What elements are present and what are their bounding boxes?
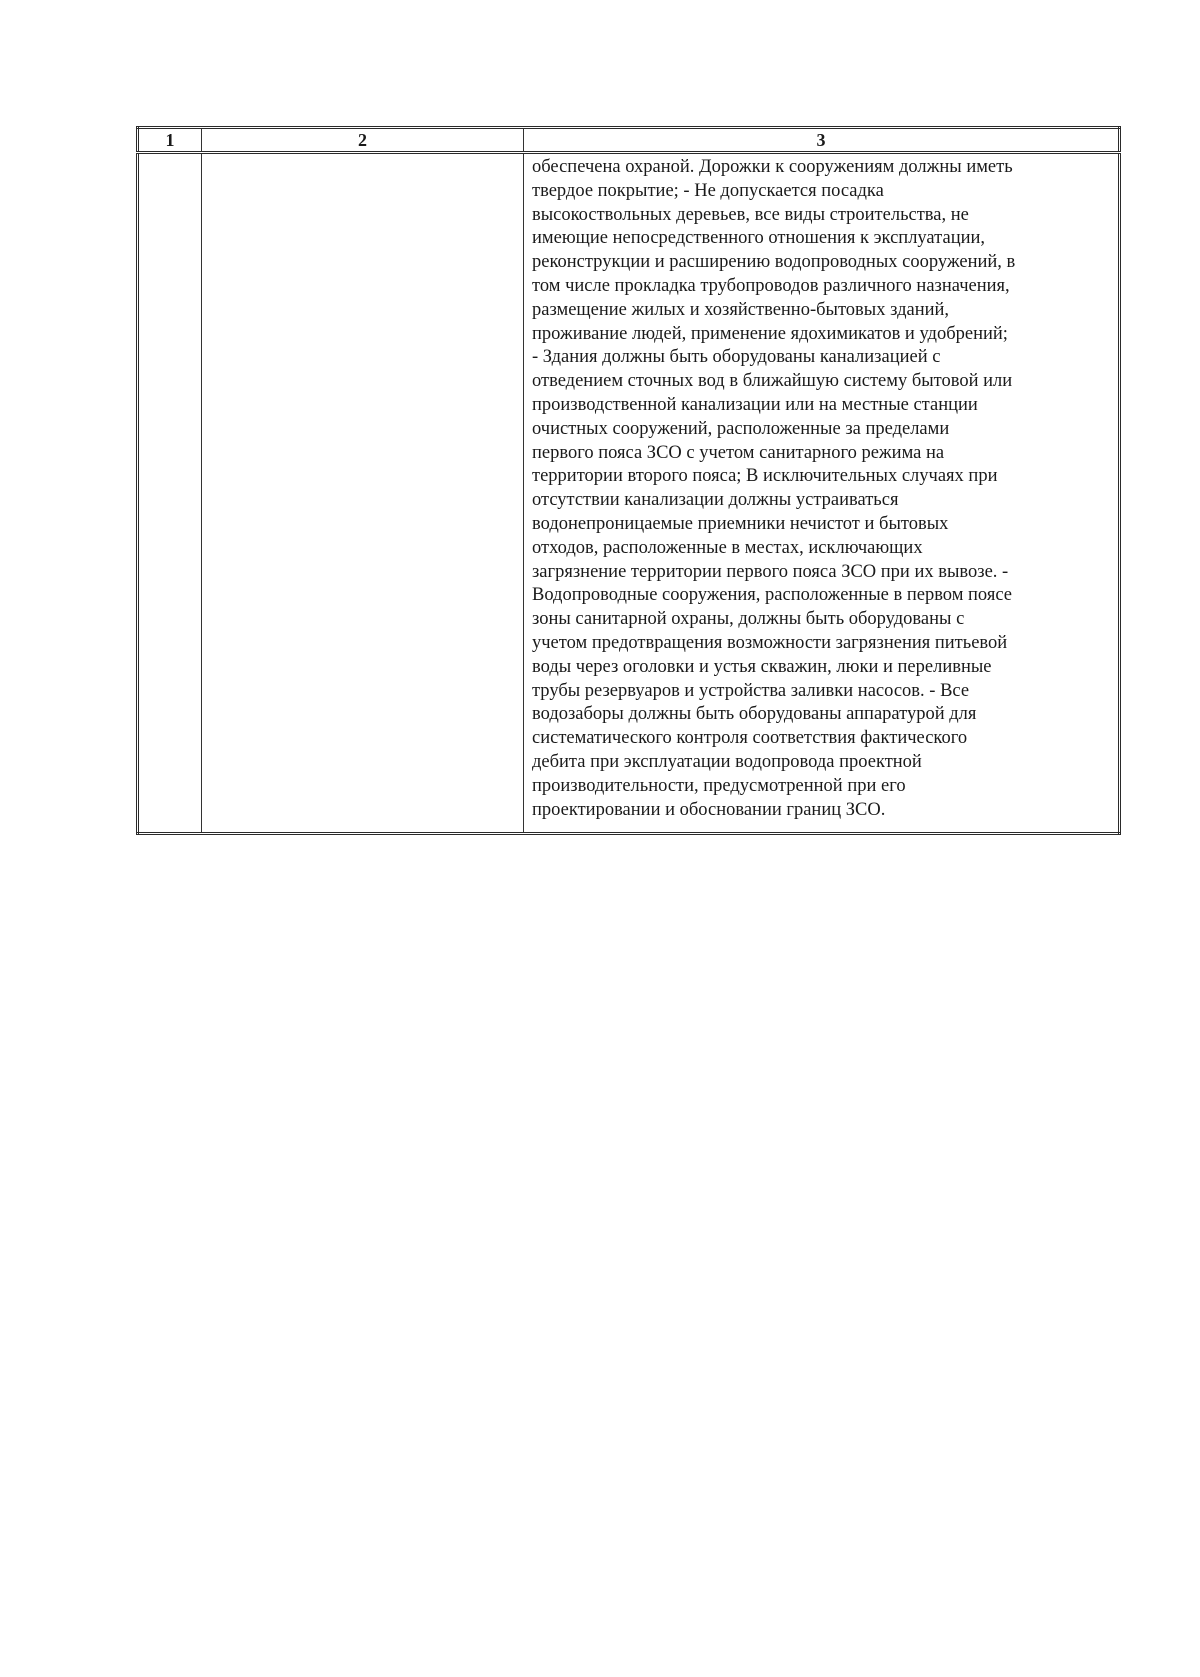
cell-col-1 (138, 153, 202, 834)
text-line: территории второго пояса; В исключительных случаях при (532, 466, 998, 487)
regulation-table (136, 126, 1121, 835)
table-row (138, 153, 1120, 834)
text-line: - Здания должны быть оборудованы канализацией с (532, 347, 941, 368)
text-line: производственной канализации или на местные станции (532, 394, 978, 415)
column-header-3: 3 (524, 128, 1120, 153)
table-header (138, 128, 1120, 153)
text-line: обеспечена охраной. Дорожки к сооружениям должны иметь (532, 157, 1013, 177)
text-line: реконструкции и расширению водопроводных сооружений, в (532, 252, 1016, 273)
text-line: имеющие непосредственного отношения к эксплуатации, (532, 228, 986, 249)
text-line: отходов, расположенные в местах, исключающих (532, 537, 923, 558)
text-line: водонепроницаемые приемники нечистот и бытовых (532, 513, 949, 534)
text-line: Водопроводные сооружения, расположенные в первом поясе (532, 585, 1012, 606)
text-line: загрязнение территории первого пояса ЗСО при их вывозе. - (532, 561, 1009, 582)
cell-col-3-text (524, 153, 1120, 834)
header-row (138, 128, 1120, 153)
text-line: производительности, предусмотренной при его (532, 775, 906, 796)
text-line: размещение жилых и хозяйственно-бытовых зданий, (532, 299, 950, 320)
text-line: проектировании и обосновании границ ЗСО. (532, 799, 886, 820)
text-line: дебита при эксплуатации водопровода проектной (532, 751, 922, 772)
text-line: высокоствольных деревьев, все виды строительства, не (532, 204, 969, 225)
text-line: первого пояса ЗСО с учетом санитарного режима на (532, 442, 945, 463)
cell-col-2 (202, 153, 524, 834)
text-line: зоны санитарной охраны, должны быть оборудованы с (532, 609, 965, 630)
text-line: трубы резервуаров и устройства заливки насосов. - Все (532, 680, 970, 701)
column-header-2: 2 (202, 128, 524, 153)
text-line: проживание людей, применение ядохимикатов и удобрений; (532, 323, 1008, 344)
text-line: отведением сточных вод в ближайшую систему бытовой или (532, 371, 1013, 392)
text-line: очистных сооружений, расположенные за пределами (532, 418, 950, 439)
text-line: воды через оголовки и устья скважин, люки и переливные (532, 656, 992, 677)
text-line: том числе прокладка трубопроводов различного назначения, (532, 275, 1010, 296)
text-line: отсутствии канализации должны устраиваться (532, 490, 899, 511)
text-line: систематического контроля соответствия фактического (532, 728, 968, 749)
column-header-1: 1 (138, 128, 202, 153)
text-line: водозаборы должны быть оборудованы аппаратурой для (532, 704, 977, 725)
text-line: твердое покрытие; - Не допускается посадка (532, 180, 884, 201)
text-line: учетом предотвращения возможности загрязнения питьевой (532, 632, 1008, 653)
